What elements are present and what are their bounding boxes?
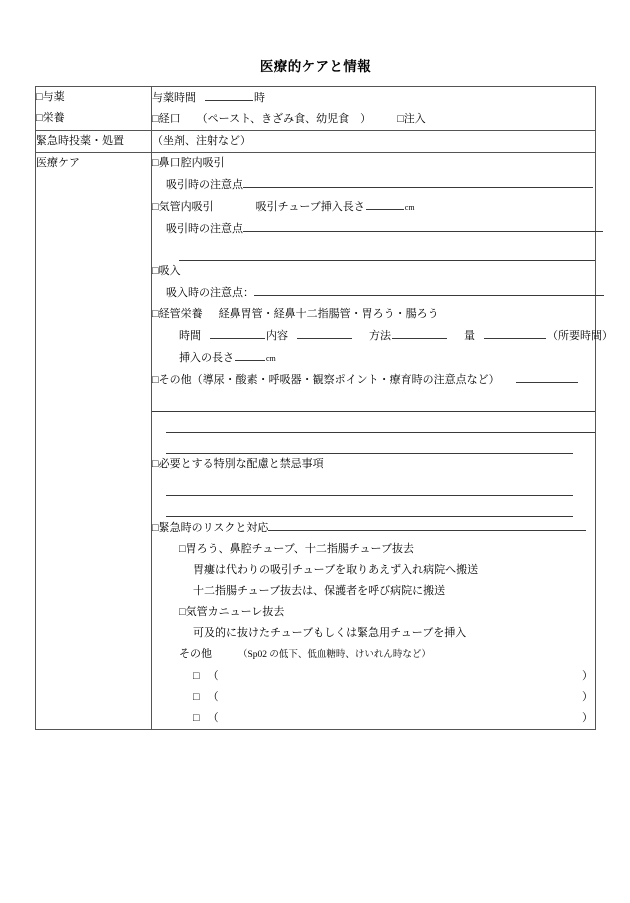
risk-blank-row-2	[152, 687, 595, 708]
tube-feeding-item[interactable]: □経管栄養	[152, 308, 203, 320]
suction-notes-1-input[interactable]	[243, 174, 593, 188]
insert-length-label: 挿入の長さ	[179, 352, 234, 364]
amount-label: 量	[464, 330, 475, 342]
risk-item-2[interactable]: □気管カニューレ抜去	[179, 606, 285, 618]
tube-feeding-routes: 経鼻胃管・経鼻十二指腸管・胃ろう・腸ろう	[218, 308, 439, 320]
other-care-line	[152, 369, 595, 391]
inhalation-notes-input[interactable]	[254, 282, 604, 296]
medication-value-cell	[152, 87, 596, 131]
oral-checkbox[interactable]: □経口	[152, 113, 181, 125]
tracheal-suction-line	[152, 196, 595, 218]
method-input[interactable]	[392, 325, 447, 339]
risk-item-1[interactable]: □胃ろう、鼻腔チューブ、十二指腸チューブ抜去	[179, 543, 415, 555]
label-nutrition: □栄養	[36, 112, 65, 124]
page-title: 医療的ケアと情報	[259, 59, 372, 75]
risk-other-line	[152, 644, 595, 666]
other-care-line-4[interactable]	[166, 433, 573, 454]
risk-item-2-note: 可及的に抜けたチューブもしくは緊急用チューブを挿入	[193, 627, 467, 639]
label-administer: □与薬	[36, 91, 65, 103]
medication-label-cell	[36, 87, 152, 131]
table-row-medical-care	[36, 153, 596, 730]
amount-input[interactable]	[484, 325, 546, 339]
risk-blank-3-group	[193, 708, 219, 729]
content-input[interactable]	[297, 325, 352, 339]
suction-tube-length-input[interactable]	[366, 196, 404, 210]
administer-time-label: 与薬時間	[152, 92, 196, 104]
medical-care-value-cell	[152, 153, 613, 730]
oral-options: （ペースト、きざみ食、幼児食 ）	[196, 113, 372, 125]
administer-time-line	[152, 87, 595, 109]
risk-blank-1-group	[193, 666, 219, 687]
other-care-line-2[interactable]	[152, 391, 595, 412]
risk-item-1-note-1: 胃瘻は代わりの吸引チューブを取りあえず入れ病院へ搬送	[193, 564, 479, 576]
paren-row-1	[193, 666, 593, 687]
other-care-input[interactable]	[516, 369, 578, 383]
emergency-risk-input[interactable]	[268, 517, 586, 531]
duration-label: （所要時間）	[547, 330, 613, 342]
suction-notes-2-label: 吸引時の注意点	[166, 223, 243, 235]
inhalation-notes-label: 吸入時の注意点：	[166, 287, 254, 299]
suction-notes-2-extra-line[interactable]	[179, 240, 595, 261]
special-care-line-1[interactable]	[166, 475, 573, 496]
risk-blank-1-paren-close: ）	[582, 670, 593, 682]
medical-care-form-table	[35, 86, 613, 730]
risk-blank-1-paren-open: （	[207, 670, 219, 682]
suction-tube-length-label: 吸引チューブ挿入長さ	[255, 201, 365, 213]
injection-checkbox[interactable]: □注入	[397, 113, 426, 125]
risk-other-label: その他	[179, 648, 212, 660]
suction-notes-1-line	[152, 174, 595, 196]
risk-blank-3-paren-open: （	[207, 712, 219, 724]
insert-length-line	[152, 347, 595, 369]
emergency-risk-item[interactable]: □緊急時のリスクと対応	[152, 522, 269, 534]
emergency-medication-value: （坐剤、注射など）	[152, 131, 596, 153]
method-label: 方法	[369, 330, 391, 342]
table-row-emergency-medication	[36, 131, 596, 153]
nasal-oral-suction-item[interactable]: □鼻口腔内吸引	[152, 157, 225, 169]
risk-blank-row-3	[152, 708, 595, 729]
other-care-line-3[interactable]	[166, 412, 595, 433]
paren-row-3	[193, 708, 593, 729]
administer-time-unit: 時	[254, 92, 265, 104]
oral-feeding-line	[152, 109, 595, 130]
suction-notes-2-input[interactable]	[243, 218, 603, 232]
risk-blank-2-paren-close: ）	[582, 691, 593, 703]
risk-blank-1-checkbox[interactable]: □	[193, 670, 200, 682]
content-label: 内容	[266, 330, 288, 342]
administer-time-input[interactable]	[205, 87, 253, 101]
special-care-line-2[interactable]	[166, 496, 573, 517]
other-care-item[interactable]: □その他（導尿・酸素・呼吸器・観察ポイント・療育時の注意点など）	[152, 374, 500, 386]
risk-blank-3-paren-close: ）	[582, 712, 593, 724]
suction-notes-1-label: 吸引時の注意点	[166, 179, 243, 191]
risk-blank-2-group	[193, 687, 219, 708]
medical-care-label: 医療ケア	[36, 153, 152, 730]
emergency-risk-line	[152, 517, 595, 539]
risk-blank-row-1	[152, 666, 595, 687]
paren-row-2	[193, 687, 593, 708]
suction-tube-length-unit: cm	[404, 203, 415, 212]
insert-length-input[interactable]	[235, 347, 265, 361]
emergency-medication-label: 緊急時投薬・処置	[36, 131, 152, 153]
risk-blank-2-checkbox[interactable]: □	[193, 691, 200, 703]
inhalation-notes-line	[152, 282, 595, 304]
risk-other-examples: （Sp02 の低下、低血糖時、けいれん時など）	[238, 650, 431, 660]
table-row-medication	[36, 87, 596, 131]
special-care-item[interactable]: □必要とする特別な配慮と禁忌事項	[152, 458, 324, 470]
risk-blank-3-checkbox[interactable]: □	[193, 712, 200, 724]
time-input[interactable]	[210, 325, 265, 339]
tube-feeding-line	[152, 304, 595, 325]
feeding-details-line	[152, 325, 613, 347]
tracheal-suction-item[interactable]: □気管内吸引	[152, 201, 214, 213]
risk-blank-2-paren-open: （	[207, 691, 219, 703]
time-label: 時間	[179, 330, 201, 342]
insert-length-unit: cm	[266, 354, 276, 363]
risk-item-1-note-2: 十二指腸チューブ抜去は、保護者を呼び病院に搬送	[193, 585, 446, 597]
inhalation-item[interactable]: □吸入	[152, 265, 181, 277]
suction-notes-2-line	[152, 218, 595, 240]
